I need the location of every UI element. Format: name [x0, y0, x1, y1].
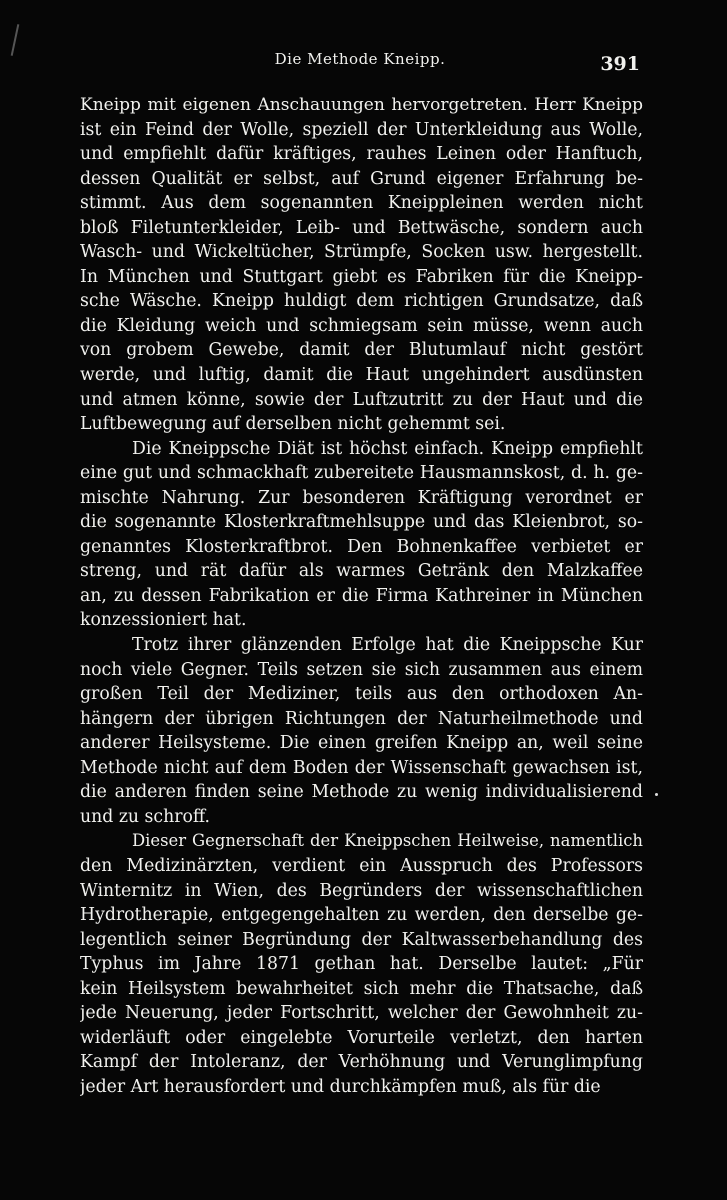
- text-line: mischte Nahrung. Zur besonderen Kräftigung verordnet er: [80, 487, 643, 508]
- text-line: bloß Filetunterkleider, Leib- und Bettwäsche, sondern auch: [80, 217, 643, 238]
- text-line: Kampf der Intoleranz, der Verhöhnung und Verunglimpfung: [80, 1052, 643, 1073]
- text-line: kein Heilsystem bewahrheitet sich mehr die Thatsache, daß: [80, 978, 643, 999]
- text-line: Trotz ihrer glänzenden Erfolge hat die Kneippsche Kur: [132, 635, 643, 656]
- page-edge-mark: [11, 24, 20, 56]
- text-line: und empfiehlt dafür kräftiges, rauhes Leinen oder Hanftuch,: [80, 144, 643, 165]
- text-line: von grobem Gewebe, damit der Blutumlauf nicht gestört: [80, 340, 643, 361]
- text-line: großen Teil der Mediziner, teils aus den orthodoxen An-: [80, 684, 643, 705]
- text-line: Wasch- und Wickeltücher, Strümpfe, Socken usw. hergestellt.: [80, 242, 643, 263]
- text-line: an, zu dessen Fabrikation er die Firma Kathreiner in München: [80, 585, 643, 606]
- text-line: die sogenannte Klosterkraftmehlsuppe und das Kleienbrot, so-: [80, 512, 643, 533]
- text-line: jede Neuerung, jeder Fortschritt, welcher der Gewohnheit zu-: [80, 1003, 643, 1024]
- text-line: noch viele Gegner. Teils setzen sie sich zusammen aus einem: [80, 659, 643, 680]
- paragraph: [80, 93, 643, 437]
- text-line: Dieser Gegnerschaft der Kneippschen Heilweise, namentlich: [132, 831, 643, 851]
- text-line: jeder Art herausfordert und durchkämpfen muß, als für die: [80, 1076, 601, 1097]
- text-line: und zu schroff.: [80, 806, 211, 827]
- text-line: ist ein Feind der Wolle, speziell der Unterkleidung aus Wolle,: [80, 119, 643, 140]
- paragraph: [80, 437, 643, 633]
- text-line: Winternitz in Wien, des Begründers der wissenschaftlichen: [80, 880, 643, 901]
- text-line: widerläuft oder eingelebte Vorurteile verletzt, den harten: [80, 1027, 643, 1048]
- text-line: eine gut und schmackhaft zubereitete Hausmannskost, d. h. ge-: [80, 463, 643, 484]
- text-line: die anderen finden seine Methode zu wenig individualisierend: [80, 782, 643, 803]
- text-line: dessen Qualität er selbst, auf Grund eigener Erfahrung be-: [80, 168, 643, 189]
- page-number: 391: [600, 53, 640, 75]
- text-line: die Kleidung weich und schmiegsam sein müsse, wenn auch: [80, 315, 643, 336]
- text-line: Typhus im Jahre 1871 gethan hat. Derselbe lautet: „Für: [80, 954, 643, 975]
- text-line: Hydrotherapie, entgegengehalten zu werden, den derselbe ge-: [80, 905, 643, 926]
- paragraph: [80, 829, 643, 1099]
- text-line: werde, und luftig, damit die Haut ungehindert ausdünsten: [80, 365, 643, 386]
- text-line: den Medizinärzten, verdient ein Ausspruch des Professors: [80, 855, 643, 876]
- text-line: konzessioniert hat.: [80, 610, 247, 631]
- text-line: hängern der übrigen Richtungen der Naturheilmethode und: [80, 708, 643, 729]
- body-text: [80, 93, 643, 1099]
- text-line: Die Kneippsche Diät ist höchst einfach. Kneipp empfiehlt: [132, 438, 643, 459]
- dust-speck: [655, 793, 658, 796]
- text-line: anderer Heilsysteme. Die einen greifen Kneipp an, weil seine: [80, 733, 643, 754]
- text-line: genanntes Klosterkraftbrot. Den Bohnenkaffee verbietet er: [80, 536, 643, 557]
- running-title: Die Methode Kneipp.: [274, 50, 446, 68]
- text-line: sche Wäsche. Kneipp huldigt dem richtigen Grundsatze, daß: [80, 291, 643, 312]
- text-line: Luftbewegung auf derselben nicht gehemmt sei.: [80, 414, 506, 435]
- text-line: und atmen könne, sowie der Luftzutritt zu der Haut und die: [80, 389, 643, 410]
- text-line: stimmt. Aus dem sogenannten Kneippleinen werden nicht: [80, 193, 643, 214]
- paragraph: [80, 633, 643, 829]
- text-line: Methode nicht auf dem Boden der Wissenschaft gewachsen ist,: [80, 757, 643, 778]
- page-header: [80, 50, 640, 80]
- text-line: streng, und rät dafür als warmes Getränk den Malzkaffee: [80, 561, 643, 582]
- text-line: In München und Stuttgart giebt es Fabriken für die Kneipp-: [80, 266, 643, 287]
- text-line: Kneipp mit eigenen Anschauungen hervorgetreten. Herr Kneipp: [80, 95, 643, 115]
- text-line: legentlich seiner Begründung der Kaltwasserbehandlung des: [80, 929, 643, 950]
